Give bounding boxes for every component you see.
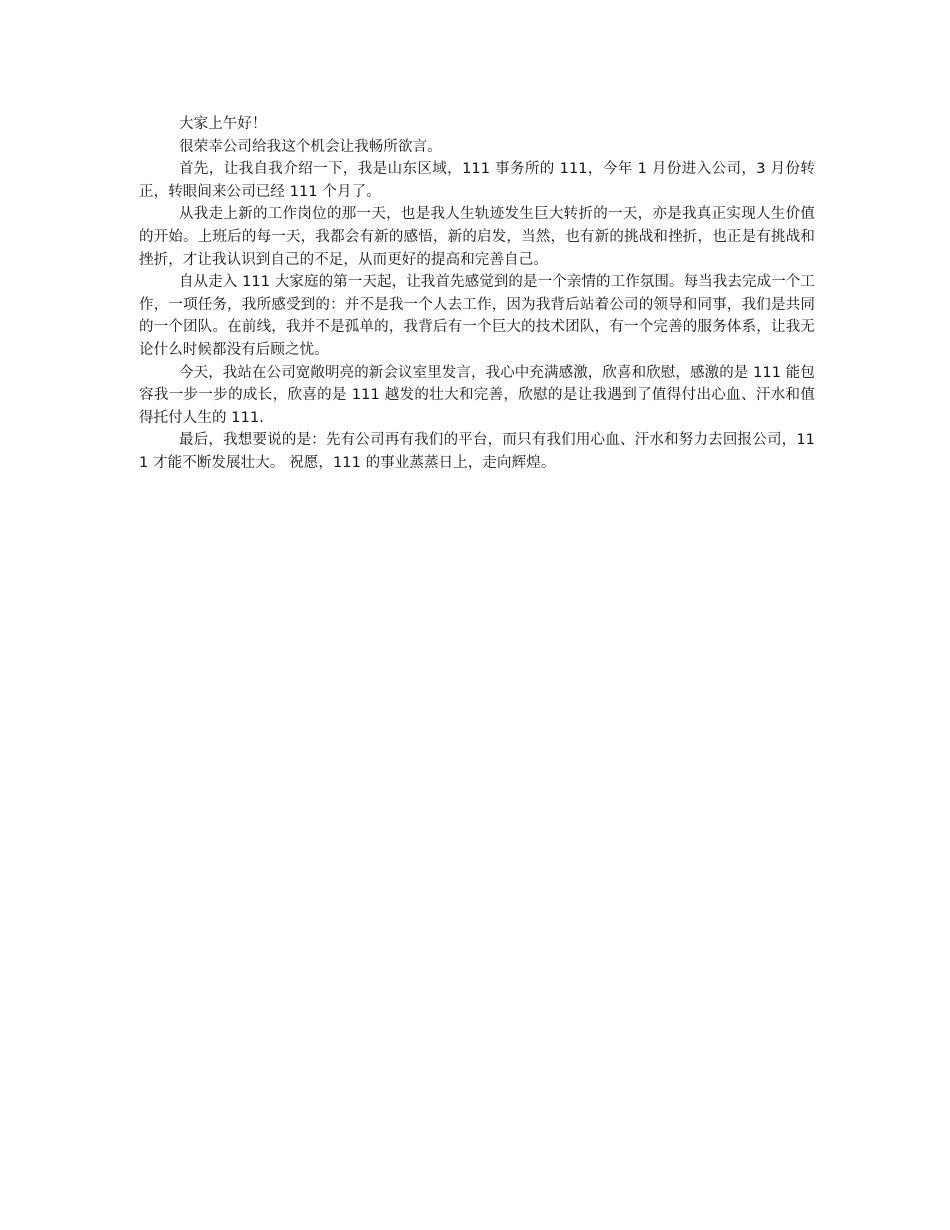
paragraph-greeting: 大家上午好！: [179, 116, 267, 132]
paragraph-gratitude: 今天，我站在公司宽敞明亮的新会议室里发言，我心中充满感激，欣喜和欣慰，感激的是 111 能包容我一步一步的成长，欣喜的是 111 越发的壮大和完善，欣慰的是让我遇到了值得付出心血、汗水和值得托付人生的 111．: [139, 364, 815, 426]
paragraph-closing: 最后，我想要说的是：先有公司再有我们的平台，而只有我们用心血、汗水和努力去回报公司，111 才能不断发展壮大。 祝愿，111 的事业蒸蒸日上，走向辉煌。: [139, 432, 815, 471]
paragraph-thanks: 很荣幸公司给我这个机会让我畅所欲言。: [179, 138, 442, 155]
paragraph-team-atmosphere: 自从走入 111 大家庭的第一天起，让我首先感觉到的是一个亲情的工作氛围。每当我去完成一个工作，一项任务，我所感受到的：并不是我一个人去工作，因为我背后站着公司的领导和同事，我们是共同的一个团队。在前线，我并不是孤单的，我背后有一个巨大的技术团队，有一个完善的服务体系，让我无论什么时候都没有后顾之忧。: [139, 274, 815, 358]
paragraph-new-position: 从我走上新的工作岗位的那一天，也是我人生轨迹发生巨大转折的一天，亦是我真正实现人生价值的开始。上班后的每一天，我都会有新的感悟，新的启发，当然，也有新的挑战和挫折，也正是有挑战和挫折，才让我认识到自己的不足，从而更好的提高和完善自己。: [139, 206, 815, 268]
paragraph-introduction: 首先，让我自我介绍一下，我是山东区域，111 事务所的 111，今年 1 月份进入公司，3 月份转正，转眼间来公司已经 111 个月了。: [139, 161, 815, 200]
speech-body: [139, 113, 815, 475]
